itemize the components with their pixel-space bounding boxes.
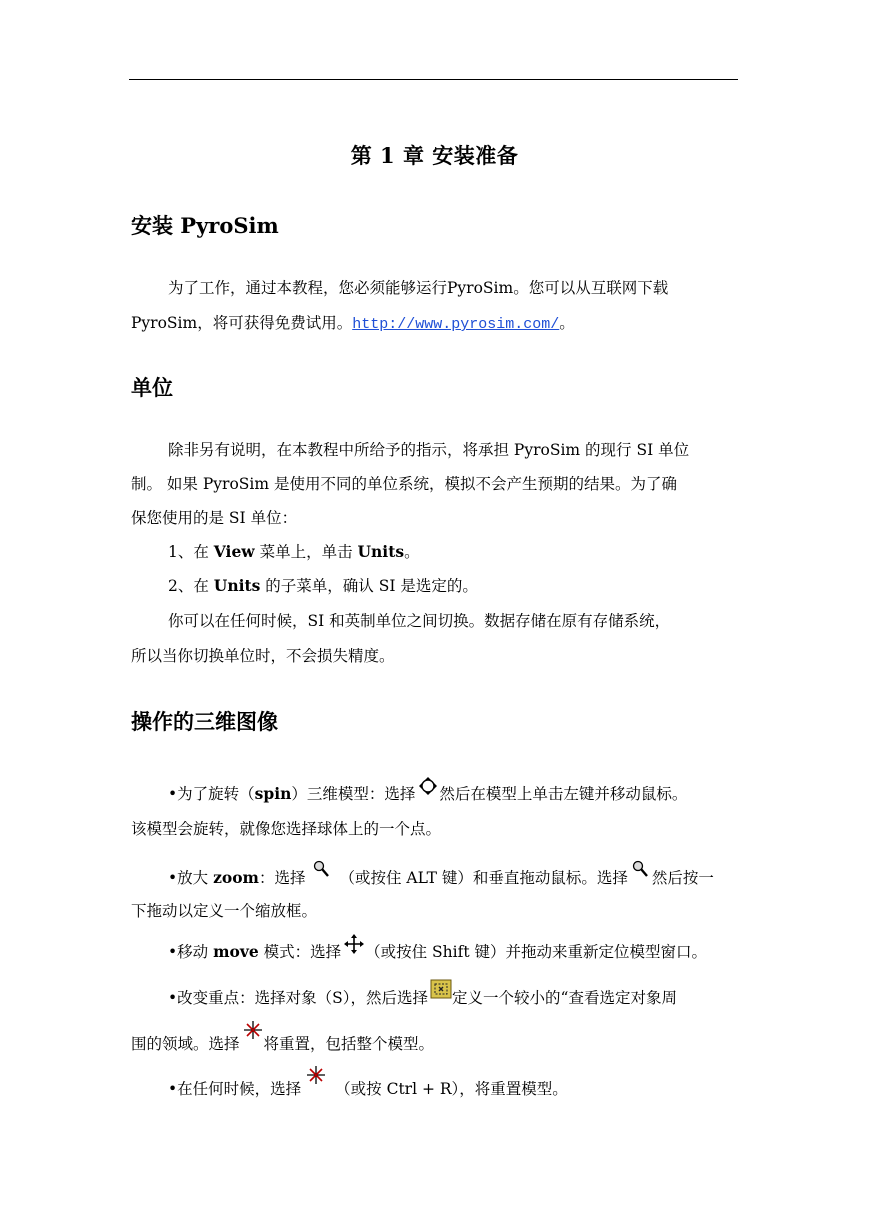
reset-view-icon — [242, 1033, 262, 1055]
bullet-zoom — [168, 867, 714, 889]
bullet-reset-text: •在任何时候，选择 — [168, 1080, 302, 1098]
bullet-zoom-text-3: （或按住 ALT 键）和垂直拖动鼠标。选择 — [339, 869, 628, 887]
units-paragraph-line2: 制。 如果 PyroSim 是使用不同的单位系统，模拟不会产生预期的结果。为了确 — [131, 475, 677, 493]
units-step-1 — [168, 542, 420, 562]
heading-3d-view: 操作的三维图像 — [131, 709, 278, 734]
bullet-move — [168, 941, 707, 963]
step1-text-mid: 菜单上，单击 — [254, 543, 358, 561]
bullet-focus-text-2: 定义一个较小的“查看选定对象周 — [452, 989, 677, 1007]
bullet-focus — [168, 987, 677, 1009]
units-menu-label: Units — [357, 542, 405, 561]
install-paragraph-line2 — [131, 313, 575, 335]
units-paragraph2-line2: 所以当你切换单位时，不会损失精度。 — [131, 647, 395, 665]
step1-text-end: 。 — [404, 543, 420, 561]
bullet-move-text: •移动 — [168, 943, 214, 961]
bullet-zoom-text-2: ：选择 — [258, 869, 306, 887]
bullet-rotate — [168, 783, 687, 805]
units-submenu-label: Units — [213, 576, 261, 595]
step1-text: 1、在 — [168, 543, 214, 561]
bullet-move-text-3: （或按住 Shift 键）并拖动来重新定位模型窗口。 — [365, 943, 708, 961]
spin-label: spin — [254, 784, 292, 803]
focus-select-icon — [430, 987, 450, 1009]
bullet-rotate-line2: 该模型会旋转，就像您选择球体上的一个点。 — [131, 820, 442, 838]
bullet-reset — [168, 1078, 568, 1100]
bullet-focus-line2 — [131, 1033, 434, 1055]
move-icon — [343, 941, 363, 963]
install-text: PyroSim，将可获得免费试用。 — [131, 314, 353, 332]
chapter-title: 第 1 章 安装准备 — [350, 143, 519, 168]
heading-units: 单位 — [131, 375, 173, 400]
units-paragraph2-line1: 你可以在任何时候，SI 和英制单位之间切换。数据存储在原有存储系统， — [168, 612, 671, 630]
reset-view-icon — [303, 1078, 333, 1100]
zoom-box-icon — [630, 867, 650, 889]
install-period: 。 — [559, 314, 575, 332]
bullet-zoom-text-4: 然后按一 — [651, 869, 714, 887]
units-paragraph-line1: 除非另有说明，在本教程中所给予的指示，将承担 PyroSim 的现行 SI 单位 — [168, 441, 690, 459]
units-paragraph-line3: 保您使用的是 SI 单位： — [131, 509, 298, 527]
step2-text: 2、在 — [168, 577, 214, 595]
bullet-focus-text-4: 将重置，包括整个模型。 — [263, 1035, 435, 1053]
move-label: move — [213, 942, 259, 961]
zoom-label: zoom — [213, 868, 259, 887]
bullet-reset-text-2: （或按 Ctrl + R），将重置模型。 — [335, 1080, 568, 1098]
zoom-icon — [307, 867, 337, 889]
step2-text-end: 的子菜单，确认 SI 是选定的。 — [260, 577, 478, 595]
bullet-focus-text: •改变重点：选择对象（S），然后选择 — [168, 989, 429, 1007]
bullet-focus-text-3: 围的领域。选择 — [131, 1035, 240, 1053]
bullet-zoom-text: •放大 — [168, 869, 214, 887]
view-menu-label: View — [213, 542, 255, 561]
bullet-rotate-text: •为了旋转（ — [168, 785, 255, 803]
rotate-icon — [417, 783, 437, 805]
units-step-2 — [168, 576, 478, 596]
bullet-rotate-text-3: 然后在模型上单击左键并移动鼠标。 — [439, 785, 688, 803]
heading-install: 安装 PyroSim — [131, 213, 279, 238]
bullet-move-text-2: 模式：选择 — [258, 943, 342, 961]
bullet-zoom-line2: 下拖动以定义一个缩放框。 — [131, 902, 318, 920]
bullet-rotate-text-2: ）三维模型：选择 — [291, 785, 416, 803]
pyrosim-link[interactable]: http://www.pyrosim.com/ — [352, 316, 560, 333]
install-paragraph-line1: 为了工作，通过本教程，您必须能够运行PyroSim。您可以从互联网下载 — [168, 279, 669, 297]
header-rule — [129, 79, 738, 80]
